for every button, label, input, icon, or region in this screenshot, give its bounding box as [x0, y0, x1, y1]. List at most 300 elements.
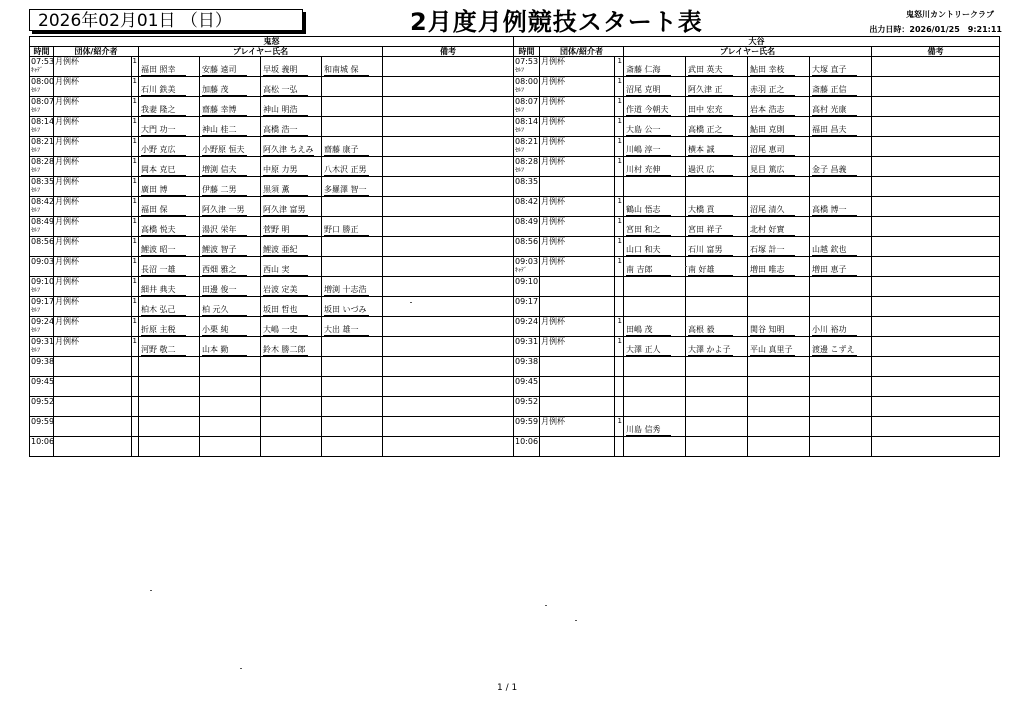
tee-time-cell — [514, 417, 540, 437]
player-cell — [261, 257, 322, 277]
tee-time: 07:53 — [515, 57, 539, 66]
player-name: 北村 好實 — [750, 225, 795, 236]
player-cell — [748, 357, 810, 377]
player-name: 柏 元久 — [202, 305, 247, 316]
player-cell — [200, 277, 261, 297]
group-cell — [54, 397, 132, 417]
table-row — [514, 417, 1000, 437]
play-type: ｾﾙﾌ — [515, 87, 525, 94]
group-cell: 月例杯 — [54, 217, 132, 237]
tee-time: 09:17 — [515, 297, 539, 306]
play-type: ｾﾙﾌ — [515, 67, 525, 74]
tee-time: 09:59 — [31, 417, 55, 426]
tee-time: 09:52 — [31, 397, 55, 406]
table-row — [514, 237, 1000, 257]
player-cell — [686, 437, 748, 457]
tee-time-cell — [514, 317, 540, 337]
play-type: ｾﾙﾌ — [515, 167, 525, 174]
table-row — [514, 77, 1000, 97]
player-name: 我妻 隆之 — [141, 105, 186, 116]
player-cell — [139, 377, 200, 397]
player-name: 過沢 広 — [688, 165, 733, 176]
player-name: 山越 欽也 — [812, 245, 857, 256]
table-row — [514, 197, 1000, 217]
scan-speck — [545, 605, 547, 606]
tee-time: 09:31 — [31, 337, 55, 346]
player-cell — [200, 357, 261, 377]
tee-time: 07:53 — [31, 57, 55, 66]
player-cell — [322, 257, 383, 277]
player-name: 大澤 かよ子 — [688, 345, 733, 356]
tee-time: 09:10 — [515, 277, 539, 286]
group-count — [615, 357, 624, 377]
time-header: 時間 — [30, 47, 54, 57]
player-cell — [810, 137, 872, 157]
group-count — [615, 437, 624, 457]
group-cell: 月例杯 — [54, 197, 132, 217]
player-cell — [139, 197, 200, 217]
player-cell — [200, 137, 261, 157]
tee-time: 08:42 — [31, 197, 55, 206]
player-cell — [748, 97, 810, 117]
group-count — [132, 417, 139, 437]
memo-cell — [383, 417, 514, 437]
tee-time-cell — [514, 197, 540, 217]
play-type: ｾﾙﾌ — [31, 187, 41, 194]
memo-cell — [383, 357, 514, 377]
table-row — [30, 137, 514, 157]
start-table-kinu — [29, 36, 514, 457]
player-cell — [748, 417, 810, 437]
tee-time: 09:52 — [515, 397, 539, 406]
player-cell — [748, 337, 810, 357]
player-name: 山口 和夫 — [626, 245, 671, 256]
player-name: 安藤 遠司 — [202, 65, 247, 76]
player-name: 高村 光康 — [812, 105, 857, 116]
table-row — [514, 177, 1000, 197]
player-name: 阿久津 正 — [688, 85, 733, 96]
player-cell — [261, 317, 322, 337]
tee-time-cell — [30, 117, 54, 137]
player-name: 長沼 一雄 — [141, 265, 186, 276]
tee-time-cell — [30, 177, 54, 197]
play-type: ｾﾙﾌ — [31, 307, 41, 314]
table-row — [514, 357, 1000, 377]
player-name: 阿久津 富男 — [263, 205, 308, 216]
player-cell — [810, 57, 872, 77]
group-cell: 月例杯 — [54, 57, 132, 77]
player-name: 増渕 信夫 — [202, 165, 247, 176]
table-row — [514, 117, 1000, 137]
player-cell — [624, 97, 686, 117]
player-cell — [200, 337, 261, 357]
player-name: 増渕 十志浩 — [324, 285, 369, 296]
scan-speck — [575, 620, 577, 621]
table-row — [514, 377, 1000, 397]
table-row — [30, 97, 514, 117]
player-name: 柏木 弘己 — [141, 305, 186, 316]
player-name: 岡本 克巳 — [141, 165, 186, 176]
player-name: 沼尾 克明 — [626, 85, 671, 96]
player-cell — [624, 337, 686, 357]
group-cell — [540, 377, 615, 397]
player-cell — [810, 397, 872, 417]
player-cell — [261, 357, 322, 377]
group-count: 1 — [615, 237, 624, 257]
group-cell: 月例杯 — [540, 57, 615, 77]
player-cell — [624, 237, 686, 257]
tee-time: 08:07 — [515, 97, 539, 106]
table-row — [30, 317, 514, 337]
tee-time-cell — [514, 437, 540, 457]
player-cell — [686, 217, 748, 237]
memo-cell — [383, 257, 514, 277]
memo-cell — [872, 377, 1000, 397]
group-cell — [54, 417, 132, 437]
player-name: 横本 誠 — [688, 145, 733, 156]
player-cell — [200, 237, 261, 257]
group-count — [132, 377, 139, 397]
memo-cell — [383, 217, 514, 237]
tee-time: 09:03 — [515, 257, 539, 266]
memo-cell — [872, 277, 1000, 297]
player-name: 増田 唯志 — [750, 265, 795, 276]
player-name: 菅野 明 — [263, 225, 308, 236]
memo-cell — [872, 177, 1000, 197]
player-cell — [200, 157, 261, 177]
tee-time-cell — [30, 417, 54, 437]
player-name: 作道 今朝夫 — [626, 105, 671, 116]
player-cell — [810, 337, 872, 357]
player-cell — [322, 137, 383, 157]
group-count: 1 — [132, 117, 139, 137]
tee-time: 09:03 — [31, 257, 55, 266]
club-name: 鬼怒川カントリークラブ — [906, 10, 994, 19]
group-cell: 月例杯 — [54, 137, 132, 157]
memo-cell — [872, 317, 1000, 337]
table-row — [514, 337, 1000, 357]
player-name: 石塚 計一 — [750, 245, 795, 256]
printed-datetime: 出力日時：2026/01/25 9:21:11 — [869, 25, 1002, 34]
player-name: 川村 充伸 — [626, 165, 671, 176]
player-name: 多羅澤 智一 — [324, 185, 369, 196]
group-cell: 月例杯 — [540, 337, 615, 357]
player-cell — [810, 417, 872, 437]
group-cell — [540, 297, 615, 317]
player-cell — [748, 297, 810, 317]
memo-cell — [383, 337, 514, 357]
tee-time: 08:21 — [515, 137, 539, 146]
player-cell — [322, 97, 383, 117]
memo-cell — [383, 117, 514, 137]
scan-speck — [150, 590, 152, 591]
player-cell — [686, 297, 748, 317]
table-row — [30, 257, 514, 277]
group-cell: 月例杯 — [540, 77, 615, 97]
player-name: 川島 信秀 — [626, 425, 671, 436]
group-count — [615, 397, 624, 417]
tee-time-cell — [514, 277, 540, 297]
tee-time: 08:42 — [515, 197, 539, 206]
group-count: 1 — [615, 157, 624, 177]
play-type: ｾﾙﾌ — [31, 167, 41, 174]
page-number: 1 / 1 — [497, 683, 518, 693]
player-cell — [624, 437, 686, 457]
group-cell: 月例杯 — [54, 237, 132, 257]
player-cell — [200, 257, 261, 277]
player-cell — [686, 357, 748, 377]
player-cell — [200, 197, 261, 217]
group-count: 1 — [615, 197, 624, 217]
player-cell — [810, 177, 872, 197]
player-name: 高根 毅 — [688, 325, 733, 336]
player-name: 小栗 純 — [202, 325, 247, 336]
player-cell — [322, 237, 383, 257]
tee-time: 09:45 — [515, 377, 539, 386]
player-name: 鶴山 悟志 — [626, 205, 671, 216]
group-header: 団体/紹介者 — [54, 47, 139, 57]
tee-time: 09:38 — [31, 357, 55, 366]
table-row — [30, 177, 514, 197]
player-cell — [810, 97, 872, 117]
tee-time-cell — [30, 237, 54, 257]
table-row — [30, 237, 514, 257]
tee-time-cell — [30, 377, 54, 397]
player-cell — [810, 217, 872, 237]
tee-time: 08:28 — [515, 157, 539, 166]
table-row — [30, 357, 514, 377]
tee-time: 09:31 — [515, 337, 539, 346]
group-cell — [54, 437, 132, 457]
tee-time-cell — [30, 77, 54, 97]
player-cell — [624, 57, 686, 77]
player-cell — [322, 77, 383, 97]
tee-time: 08:21 — [31, 137, 55, 146]
player-cell — [139, 437, 200, 457]
player-name: 福田 昌夫 — [812, 125, 857, 136]
table-row — [514, 297, 1000, 317]
player-cell — [748, 397, 810, 417]
player-cell — [261, 377, 322, 397]
table-row — [30, 157, 514, 177]
tee-time-cell — [514, 57, 540, 77]
player-name: 坂田 哲也 — [263, 305, 308, 316]
tee-time-cell — [514, 237, 540, 257]
group-header: 団体/紹介者 — [540, 47, 624, 57]
player-cell — [322, 417, 383, 437]
group-count: 1 — [132, 317, 139, 337]
tee-time: 08:07 — [31, 97, 55, 106]
tee-time: 08:00 — [31, 77, 55, 86]
tee-time: 10:06 — [515, 437, 539, 446]
tee-time: 08:56 — [515, 237, 539, 246]
player-cell — [624, 137, 686, 157]
play-type: ｾﾙﾌ — [31, 107, 41, 114]
player-cell — [748, 77, 810, 97]
player-name: 岩波 定美 — [263, 285, 308, 296]
player-cell — [748, 217, 810, 237]
group-cell: 月例杯 — [540, 137, 615, 157]
player-cell — [139, 297, 200, 317]
play-type: ｾﾙﾌ — [31, 87, 41, 94]
tee-time: 08:28 — [31, 157, 55, 166]
tee-time: 10:06 — [31, 437, 55, 446]
memo-cell — [383, 97, 514, 117]
player-cell — [748, 177, 810, 197]
player-name: 大橋 貢 — [688, 205, 733, 216]
tee-time-cell — [514, 77, 540, 97]
player-name: 高橋 浩一 — [263, 125, 308, 136]
tee-time-cell — [30, 197, 54, 217]
course-name: 鬼怒 — [30, 37, 514, 47]
player-name: 坂田 いづみ — [324, 305, 369, 316]
player-name: 宮田 和之 — [626, 225, 671, 236]
play-type: ｾﾙﾌ — [31, 347, 41, 354]
group-cell: 月例杯 — [540, 257, 615, 277]
group-count: 1 — [615, 57, 624, 77]
player-cell — [810, 357, 872, 377]
player-cell — [624, 157, 686, 177]
player-name: 斎藤 正信 — [812, 85, 857, 96]
tee-time-cell — [514, 377, 540, 397]
table-row — [30, 337, 514, 357]
player-cell — [261, 117, 322, 137]
player-name: 黒須 薫 — [263, 185, 308, 196]
player-cell — [810, 77, 872, 97]
memo-cell — [872, 237, 1000, 257]
group-count: 1 — [615, 337, 624, 357]
player-cell — [748, 157, 810, 177]
player-cell — [810, 437, 872, 457]
group-count — [615, 377, 624, 397]
tee-time-cell — [30, 217, 54, 237]
memo-header: 備考 — [383, 47, 514, 57]
tee-time-cell — [514, 397, 540, 417]
course-name: 大谷 — [514, 37, 1000, 47]
group-count: 1 — [132, 297, 139, 317]
player-name: 早坂 義明 — [263, 65, 308, 76]
player-name: 福田 照幸 — [141, 65, 186, 76]
player-name: 大出 雄一 — [324, 325, 369, 336]
player-cell — [810, 317, 872, 337]
player-cell — [624, 417, 686, 437]
player-cell — [810, 157, 872, 177]
player-cell — [261, 277, 322, 297]
time-header: 時間 — [514, 47, 540, 57]
player-name: 大塚 直子 — [812, 65, 857, 76]
player-cell — [261, 197, 322, 217]
memo-cell — [383, 377, 514, 397]
group-cell — [540, 357, 615, 377]
table-row — [514, 97, 1000, 117]
player-name: 見目 篤広 — [750, 165, 795, 176]
player-cell — [200, 217, 261, 237]
tee-time-cell — [514, 97, 540, 117]
play-type: ｾﾙﾌ — [31, 327, 41, 334]
player-cell — [261, 157, 322, 177]
memo-cell — [872, 437, 1000, 457]
group-cell: 月例杯 — [54, 177, 132, 197]
play-type: ｾﾙﾌ — [31, 127, 41, 134]
table-row — [514, 217, 1000, 237]
group-count: 1 — [615, 117, 624, 137]
player-cell — [748, 437, 810, 457]
player-cell — [810, 377, 872, 397]
memo-cell — [872, 197, 1000, 217]
player-cell — [139, 117, 200, 137]
player-cell — [200, 97, 261, 117]
player-cell — [686, 337, 748, 357]
group-cell — [540, 277, 615, 297]
memo-cell — [872, 77, 1000, 97]
player-cell — [261, 97, 322, 117]
group-cell — [54, 357, 132, 377]
player-cell — [748, 317, 810, 337]
player-cell — [686, 397, 748, 417]
tee-time-cell — [514, 137, 540, 157]
table-row — [30, 277, 514, 297]
memo-cell — [872, 117, 1000, 137]
player-cell — [139, 177, 200, 197]
player-name: 伊藤 二男 — [202, 185, 247, 196]
player-name: 齋藤 幸博 — [202, 105, 247, 116]
player-cell — [748, 117, 810, 137]
player-cell — [322, 177, 383, 197]
player-cell — [322, 357, 383, 377]
player-name: 南 好雄 — [688, 265, 733, 276]
tee-time-cell — [30, 317, 54, 337]
player-cell — [200, 397, 261, 417]
tee-time: 09:24 — [31, 317, 55, 326]
player-name: 鯉波 智子 — [202, 245, 247, 256]
group-count: 1 — [132, 217, 139, 237]
player-name: 平山 真里子 — [750, 345, 795, 356]
player-name: 廣田 博 — [141, 185, 186, 196]
table-row — [30, 397, 514, 417]
player-cell — [748, 377, 810, 397]
player-cell — [322, 377, 383, 397]
memo-cell — [872, 57, 1000, 77]
tee-time-cell — [514, 117, 540, 137]
player-cell — [748, 237, 810, 257]
player-name: 阿久津 一男 — [202, 205, 247, 216]
player-cell — [322, 197, 383, 217]
tee-time-cell — [514, 157, 540, 177]
player-cell — [686, 77, 748, 97]
player-cell — [686, 177, 748, 197]
player-cell — [686, 117, 748, 137]
player-cell — [810, 257, 872, 277]
group-cell: 月例杯 — [540, 417, 615, 437]
player-cell — [810, 277, 872, 297]
tee-time-cell — [30, 157, 54, 177]
player-name: 田中 宏充 — [688, 105, 733, 116]
group-count: 1 — [615, 317, 624, 337]
group-count: 1 — [132, 137, 139, 157]
player-cell — [624, 277, 686, 297]
tee-time-cell — [30, 277, 54, 297]
player-name: 増田 恵子 — [812, 265, 857, 276]
player-name: 野口 勝正 — [324, 225, 369, 236]
player-name: 小野 克広 — [141, 145, 186, 156]
player-cell — [139, 397, 200, 417]
player-name: 湯沢 栄年 — [202, 225, 247, 236]
player-name: 大嶋 一史 — [263, 325, 308, 336]
player-name: 小川 裕功 — [812, 325, 857, 336]
player-cell — [139, 217, 200, 237]
memo-cell — [383, 57, 514, 77]
play-type: ｾﾙﾌ — [31, 227, 41, 234]
